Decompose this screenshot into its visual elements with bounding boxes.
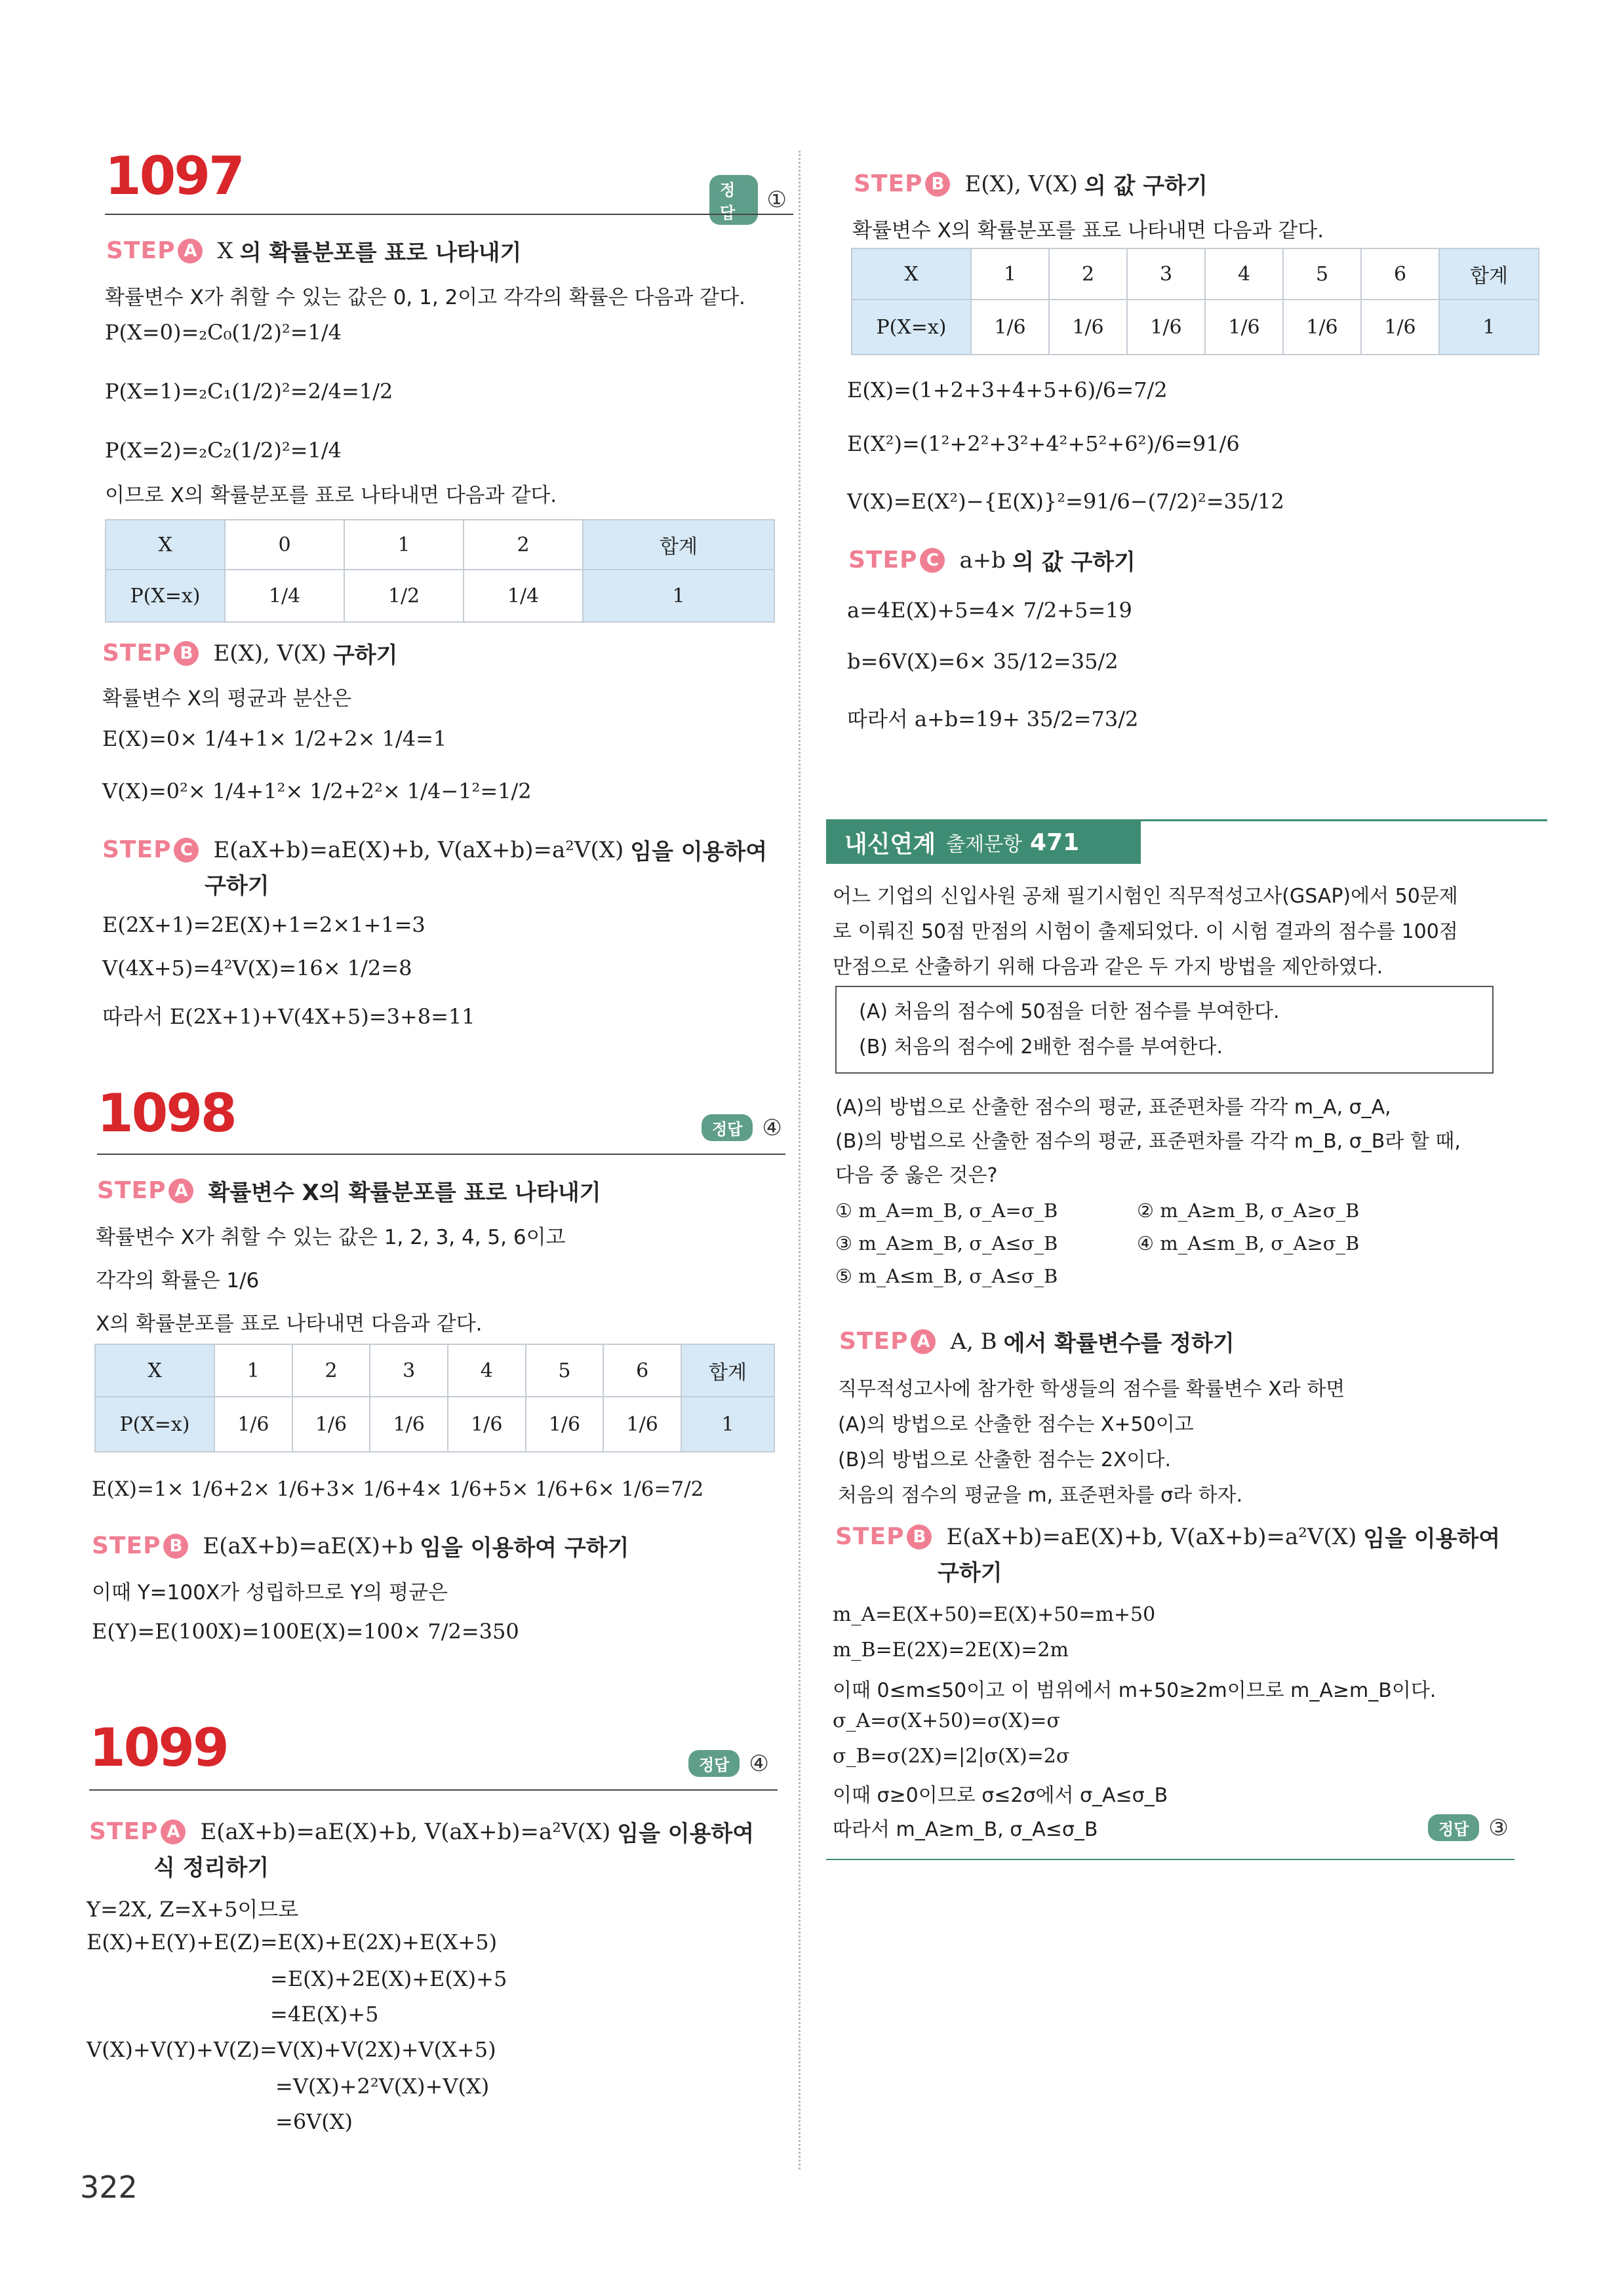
linked-problem-bar xyxy=(826,821,1141,864)
equation: E(X)=(1+2+3+4+5+6)/6=7/2 xyxy=(847,378,1168,402)
table-cell: 1/4 xyxy=(225,570,344,622)
table-cell: 1/6 xyxy=(971,300,1049,355)
step-c-1099 xyxy=(848,544,1136,576)
table-cell: 4 xyxy=(448,1344,526,1397)
equation: P(X=0)=₂C₀(1/2)²=1/4 xyxy=(105,320,342,345)
step-title: 구하기 xyxy=(938,1560,1002,1586)
probability-table-1099 xyxy=(851,248,1539,355)
answer-label: 정답 xyxy=(702,1114,753,1141)
text-line: X의 확률분포를 표로 나타내면 다음과 같다. xyxy=(96,1312,483,1336)
table-cell: 1/2 xyxy=(344,570,464,622)
table-cell: P(X=x) xyxy=(95,1397,214,1452)
text-line: 따라서 m_A≥m_B, σ_A≤σ_B xyxy=(833,1818,1098,1841)
table-cell: 합계 xyxy=(1439,248,1539,300)
step-badge: B xyxy=(907,1525,932,1549)
step-a-1099 xyxy=(89,1816,754,1848)
equation: =E(X)+2E(X)+E(X)+5 xyxy=(270,1966,507,1991)
text-line: 처음의 점수의 평균을 m, 표준편차를 σ라 하자. xyxy=(838,1484,1243,1507)
question-line: 어느 기업의 신입사원 공채 필기시험인 직무적성고사(GSAP)에서 50문제 xyxy=(833,885,1458,908)
equation: E(X)+E(Y)+E(Z)=E(X)+E(2X)+E(X+5) xyxy=(87,1930,498,1955)
equation: =V(X)+2²V(X)+V(X) xyxy=(275,2074,490,2099)
table-cell: 6 xyxy=(1361,248,1439,300)
equation: V(X)=E(X²)−{E(X)}²=91/6−(7/2)²=35/12 xyxy=(847,489,1284,514)
table-cell: 1 xyxy=(1439,300,1539,355)
problem-number-1099: 1099 xyxy=(89,1717,228,1778)
header-rule xyxy=(105,214,793,215)
step-math: E(aX+b)=aE(X)+b, V(aX+b)=a²V(X) xyxy=(213,836,624,863)
equation: E(X)=1× 1/6+2× 1/6+3× 1/6+4× 1/6+5× 1/6+6× 1/6=7/2 xyxy=(92,1477,704,1501)
choice-4: ④ m_A≤m_B, σ_A≥σ_B xyxy=(1137,1232,1360,1255)
equation: =6V(X) xyxy=(275,2109,353,2134)
table-cell: 6 xyxy=(603,1344,681,1397)
table-cell: 1/6 xyxy=(603,1397,681,1452)
table-cell: 1 xyxy=(971,248,1049,300)
header-rule xyxy=(97,1154,785,1155)
step-label: STEP xyxy=(102,836,172,863)
step-title: 의 확률분포를 표로 나타내기 xyxy=(239,240,522,266)
step-title: 의 값 구하기 xyxy=(1084,173,1208,199)
table-cell: 1 xyxy=(583,570,774,622)
equation: a=4E(X)+5=4× 7/2+5=19 xyxy=(847,598,1132,623)
table-cell: 2 xyxy=(464,520,583,570)
answer-value: ③ xyxy=(1488,1814,1509,1841)
text-line: 각각의 확률은 1/6 xyxy=(96,1269,260,1293)
equation: V(X)=0²× 1/4+1²× 1/2+2²× 1/4−1²=1/2 xyxy=(102,779,532,804)
answer-label: 정답 xyxy=(688,1750,740,1777)
table-cell: 1/6 xyxy=(1361,300,1439,355)
step-a-1098 xyxy=(97,1175,601,1207)
question-line: 만점으로 산출하기 위해 다음과 같은 두 가지 방법을 제안하였다. xyxy=(833,956,1383,979)
equation: V(X)+V(Y)+V(Z)=V(X)+V(2X)+V(X+5) xyxy=(87,2037,496,2062)
probability-table-1097 xyxy=(105,519,775,623)
table-cell: 1/4 xyxy=(464,570,583,622)
text-line: 이므로 X의 확률분포를 표로 나타내면 다음과 같다. xyxy=(105,484,557,507)
answer-label: 정답 xyxy=(1428,1814,1479,1841)
column-divider xyxy=(799,151,801,2170)
step-badge: C xyxy=(920,548,945,573)
step-title: 확률변수 X의 확률분포를 표로 나타내기 xyxy=(208,1180,601,1206)
step-title: 구하기 xyxy=(205,873,269,899)
step-title: 임을 이용하여 xyxy=(630,839,768,865)
equation: E(2X+1)=2E(X)+1=2×1+1=3 xyxy=(102,912,426,937)
probability-table-1098 xyxy=(94,1344,775,1452)
text-line: (A)의 방법으로 산출한 점수는 X+50이고 xyxy=(838,1413,1194,1436)
step-b-471-line2 xyxy=(938,1555,1002,1587)
table-cell: 5 xyxy=(1283,248,1361,300)
table-cell: 2 xyxy=(1049,248,1127,300)
step-label: STEP xyxy=(106,237,176,264)
equation: E(X²)=(1²+2²+3²+4²+5²+6²)/6=91/6 xyxy=(847,431,1240,456)
step-b-1097 xyxy=(102,637,397,669)
table-cell: P(X=x) xyxy=(852,300,971,355)
table-cell: 합계 xyxy=(681,1344,774,1397)
step-label: STEP xyxy=(839,1328,909,1355)
question-line: (B)의 방법으로 산출한 점수의 평균, 표준편차를 각각 m_B, σ_B라 할 때, xyxy=(835,1130,1461,1153)
answer-1099 xyxy=(688,1750,769,1777)
table-cell: 3 xyxy=(370,1344,448,1397)
answer-value: ① xyxy=(766,187,787,213)
bar-number: 471 xyxy=(1030,828,1080,856)
table-cell: 2 xyxy=(292,1344,370,1397)
choice-3: ③ m_A≥m_B, σ_A≤σ_B xyxy=(835,1232,1058,1255)
table-cell: 1 xyxy=(681,1397,774,1452)
equation: E(Y)=E(100X)=100E(X)=100× 7/2=350 xyxy=(92,1619,519,1644)
answer-label: 정답 xyxy=(709,175,758,225)
table-cell: 1/6 xyxy=(1049,300,1127,355)
equation: =4E(X)+5 xyxy=(270,2002,379,2027)
step-badge: A xyxy=(161,1819,186,1844)
step-label: STEP xyxy=(89,1818,159,1845)
bar-title: 내신연계 xyxy=(844,830,936,858)
equation: 따라서 E(2X+1)+V(4X+5)=3+8=11 xyxy=(102,1004,475,1029)
table-cell: 1/6 xyxy=(448,1397,526,1452)
table-cell: 1/6 xyxy=(214,1397,292,1452)
problem-number-1097: 1097 xyxy=(105,146,243,206)
answer-value: ④ xyxy=(749,1750,769,1777)
step-c-1097-line2 xyxy=(205,868,269,900)
header-rule xyxy=(89,1789,778,1791)
answer-1097 xyxy=(709,175,787,225)
step-badge: A xyxy=(168,1178,193,1203)
table-cell: X xyxy=(852,248,971,300)
question-line: (A)의 방법으로 산출한 점수의 평균, 표준편차를 각각 m_A, σ_A, xyxy=(835,1096,1391,1119)
step-math: E(aX+b)=aE(X)+b, V(aX+b)=a²V(X) xyxy=(946,1523,1357,1550)
equation: P(X=2)=₂C₂(1/2)²=1/4 xyxy=(105,438,342,463)
text-line: 확률변수 X의 평균과 분산은 xyxy=(102,687,352,710)
step-math: E(X), V(X) xyxy=(964,170,1078,197)
step-badge: C xyxy=(174,838,199,863)
step-math: a+b xyxy=(959,547,1006,574)
table-cell: 1/6 xyxy=(526,1397,604,1452)
step-title: 임을 이용하여 xyxy=(617,1821,755,1847)
table-cell: 1 xyxy=(214,1344,292,1397)
step-badge: B xyxy=(925,172,950,197)
step-a-1097 xyxy=(106,235,521,267)
choice-5: ⑤ m_A≤m_B, σ_A≤σ_B xyxy=(835,1265,1058,1287)
equation: 따라서 a+b=19+ 35/2=73/2 xyxy=(847,707,1139,731)
table-cell: 0 xyxy=(225,520,344,570)
bar-subtitle: 출제문항 xyxy=(946,833,1023,856)
step-badge: B xyxy=(163,1534,188,1559)
step-label: STEP xyxy=(835,1523,905,1550)
step-title: 식 정리하기 xyxy=(153,1855,269,1881)
step-badge: B xyxy=(174,641,199,666)
step-badge: A xyxy=(178,239,203,263)
table-cell: 1/6 xyxy=(370,1397,448,1452)
table-cell: 합계 xyxy=(583,520,774,570)
condition-b: (B) 처음의 점수에 2배한 점수를 부여한다. xyxy=(859,1036,1223,1059)
step-b-1099 xyxy=(854,168,1208,200)
table-cell: 3 xyxy=(1127,248,1205,300)
table-cell: X xyxy=(106,520,225,570)
equation: m_B=E(2X)=2E(X)=2m xyxy=(833,1639,1069,1662)
table-cell: 1/6 xyxy=(1283,300,1361,355)
equation: E(X)=0× 1/4+1× 1/2+2× 1/4=1 xyxy=(102,726,447,751)
section-end-rule xyxy=(826,1859,1515,1860)
step-label: STEP xyxy=(92,1532,161,1559)
step-title: 의 값 구하기 xyxy=(1012,549,1136,575)
equation: V(4X+5)=4²V(X)=16× 1/2=8 xyxy=(102,956,412,981)
step-title: 에서 확률변수를 정하기 xyxy=(1003,1331,1235,1357)
equation: b=6V(X)=6× 35/12=35/2 xyxy=(847,649,1119,674)
condition-a: (A) 처음의 점수에 50점을 더한 점수를 부여한다. xyxy=(859,1000,1280,1023)
step-b-1098 xyxy=(92,1530,629,1562)
table-cell: P(X=x) xyxy=(106,570,225,622)
question-line: 다음 중 옳은 것은? xyxy=(835,1164,998,1187)
text-line: 확률변수 X의 확률분포를 표로 나타내면 다음과 같다. xyxy=(852,219,1324,243)
step-math: E(X), V(X) xyxy=(213,640,327,667)
text-line: 확률변수 X가 취할 수 있는 값은 1, 2, 3, 4, 5, 6이고 xyxy=(96,1226,566,1249)
step-badge: A xyxy=(911,1329,936,1354)
step-label: STEP xyxy=(102,640,172,667)
question-line: 로 이뤄진 50점 만점의 시험이 출제되었다. 이 시험 결과의 점수를 100점 xyxy=(833,920,1458,943)
step-math: E(aX+b)=aE(X)+b xyxy=(203,1532,414,1559)
step-label: STEP xyxy=(848,547,918,574)
text-line: 확률변수 X가 취할 수 있는 값은 0, 1, 2이고 각각의 확률은 다음과 같다. xyxy=(105,286,745,309)
answer-value: ④ xyxy=(762,1114,782,1141)
equation: P(X=1)=₂C₁(1/2)²=2/4=1/2 xyxy=(105,379,393,404)
step-c-1097 xyxy=(102,834,767,866)
text-line: 이때 0≤m≤50이고 이 범위에서 m+50≥2m이므로 m_A≥m_B이다. xyxy=(833,1679,1436,1702)
table-cell: 1/6 xyxy=(1127,300,1205,355)
step-math: X xyxy=(217,237,233,264)
table-cell: 4 xyxy=(1205,248,1283,300)
step-a-471 xyxy=(839,1325,1235,1357)
text-line: 직무적성고사에 참가한 학생들의 점수를 확률변수 X라 하면 xyxy=(838,1378,1345,1401)
page-number: 322 xyxy=(80,2170,138,2205)
step-math: E(aX+b)=aE(X)+b, V(aX+b)=a²V(X) xyxy=(200,1818,611,1845)
problem-number-1098: 1098 xyxy=(97,1083,235,1144)
answer-1098 xyxy=(702,1114,782,1141)
choice-1: ① m_A=m_B, σ_A=σ_B xyxy=(835,1199,1058,1222)
answer-471 xyxy=(1428,1814,1509,1841)
table-cell: 1/6 xyxy=(1205,300,1283,355)
table-cell: 5 xyxy=(526,1344,604,1397)
step-b-471 xyxy=(835,1521,1500,1553)
step-a-1099-line2 xyxy=(153,1850,269,1882)
step-math: A, B xyxy=(950,1328,997,1355)
step-title: 구하기 xyxy=(332,642,398,669)
step-label: STEP xyxy=(854,170,923,197)
equation: m_A=E(X+50)=E(X)+50=m+50 xyxy=(833,1603,1156,1626)
step-title: 임을 이용하여 구하기 xyxy=(420,1535,629,1561)
equation: σ_B=σ(2X)=|2|σ(X)=2σ xyxy=(833,1745,1070,1768)
step-title: 임을 이용하여 xyxy=(1363,1526,1501,1552)
table-cell: X xyxy=(95,1344,214,1397)
table-cell: 1 xyxy=(344,520,464,570)
equation: σ_A=σ(X+50)=σ(X)=σ xyxy=(833,1709,1060,1732)
table-cell: 1/6 xyxy=(292,1397,370,1452)
text-line: (B)의 방법으로 산출한 점수는 2X이다. xyxy=(838,1449,1172,1471)
equation: Y=2X, Z=X+5이므로 xyxy=(87,1897,299,1922)
text-line: 이때 σ≥0이므로 σ≤2σ에서 σ_A≤σ_B xyxy=(833,1784,1168,1807)
step-label: STEP xyxy=(97,1177,167,1204)
text-line: 이때 Y=100X가 성립하므로 Y의 평균은 xyxy=(92,1581,448,1605)
choice-2: ② m_A≥m_B, σ_A≥σ_B xyxy=(1137,1199,1360,1222)
